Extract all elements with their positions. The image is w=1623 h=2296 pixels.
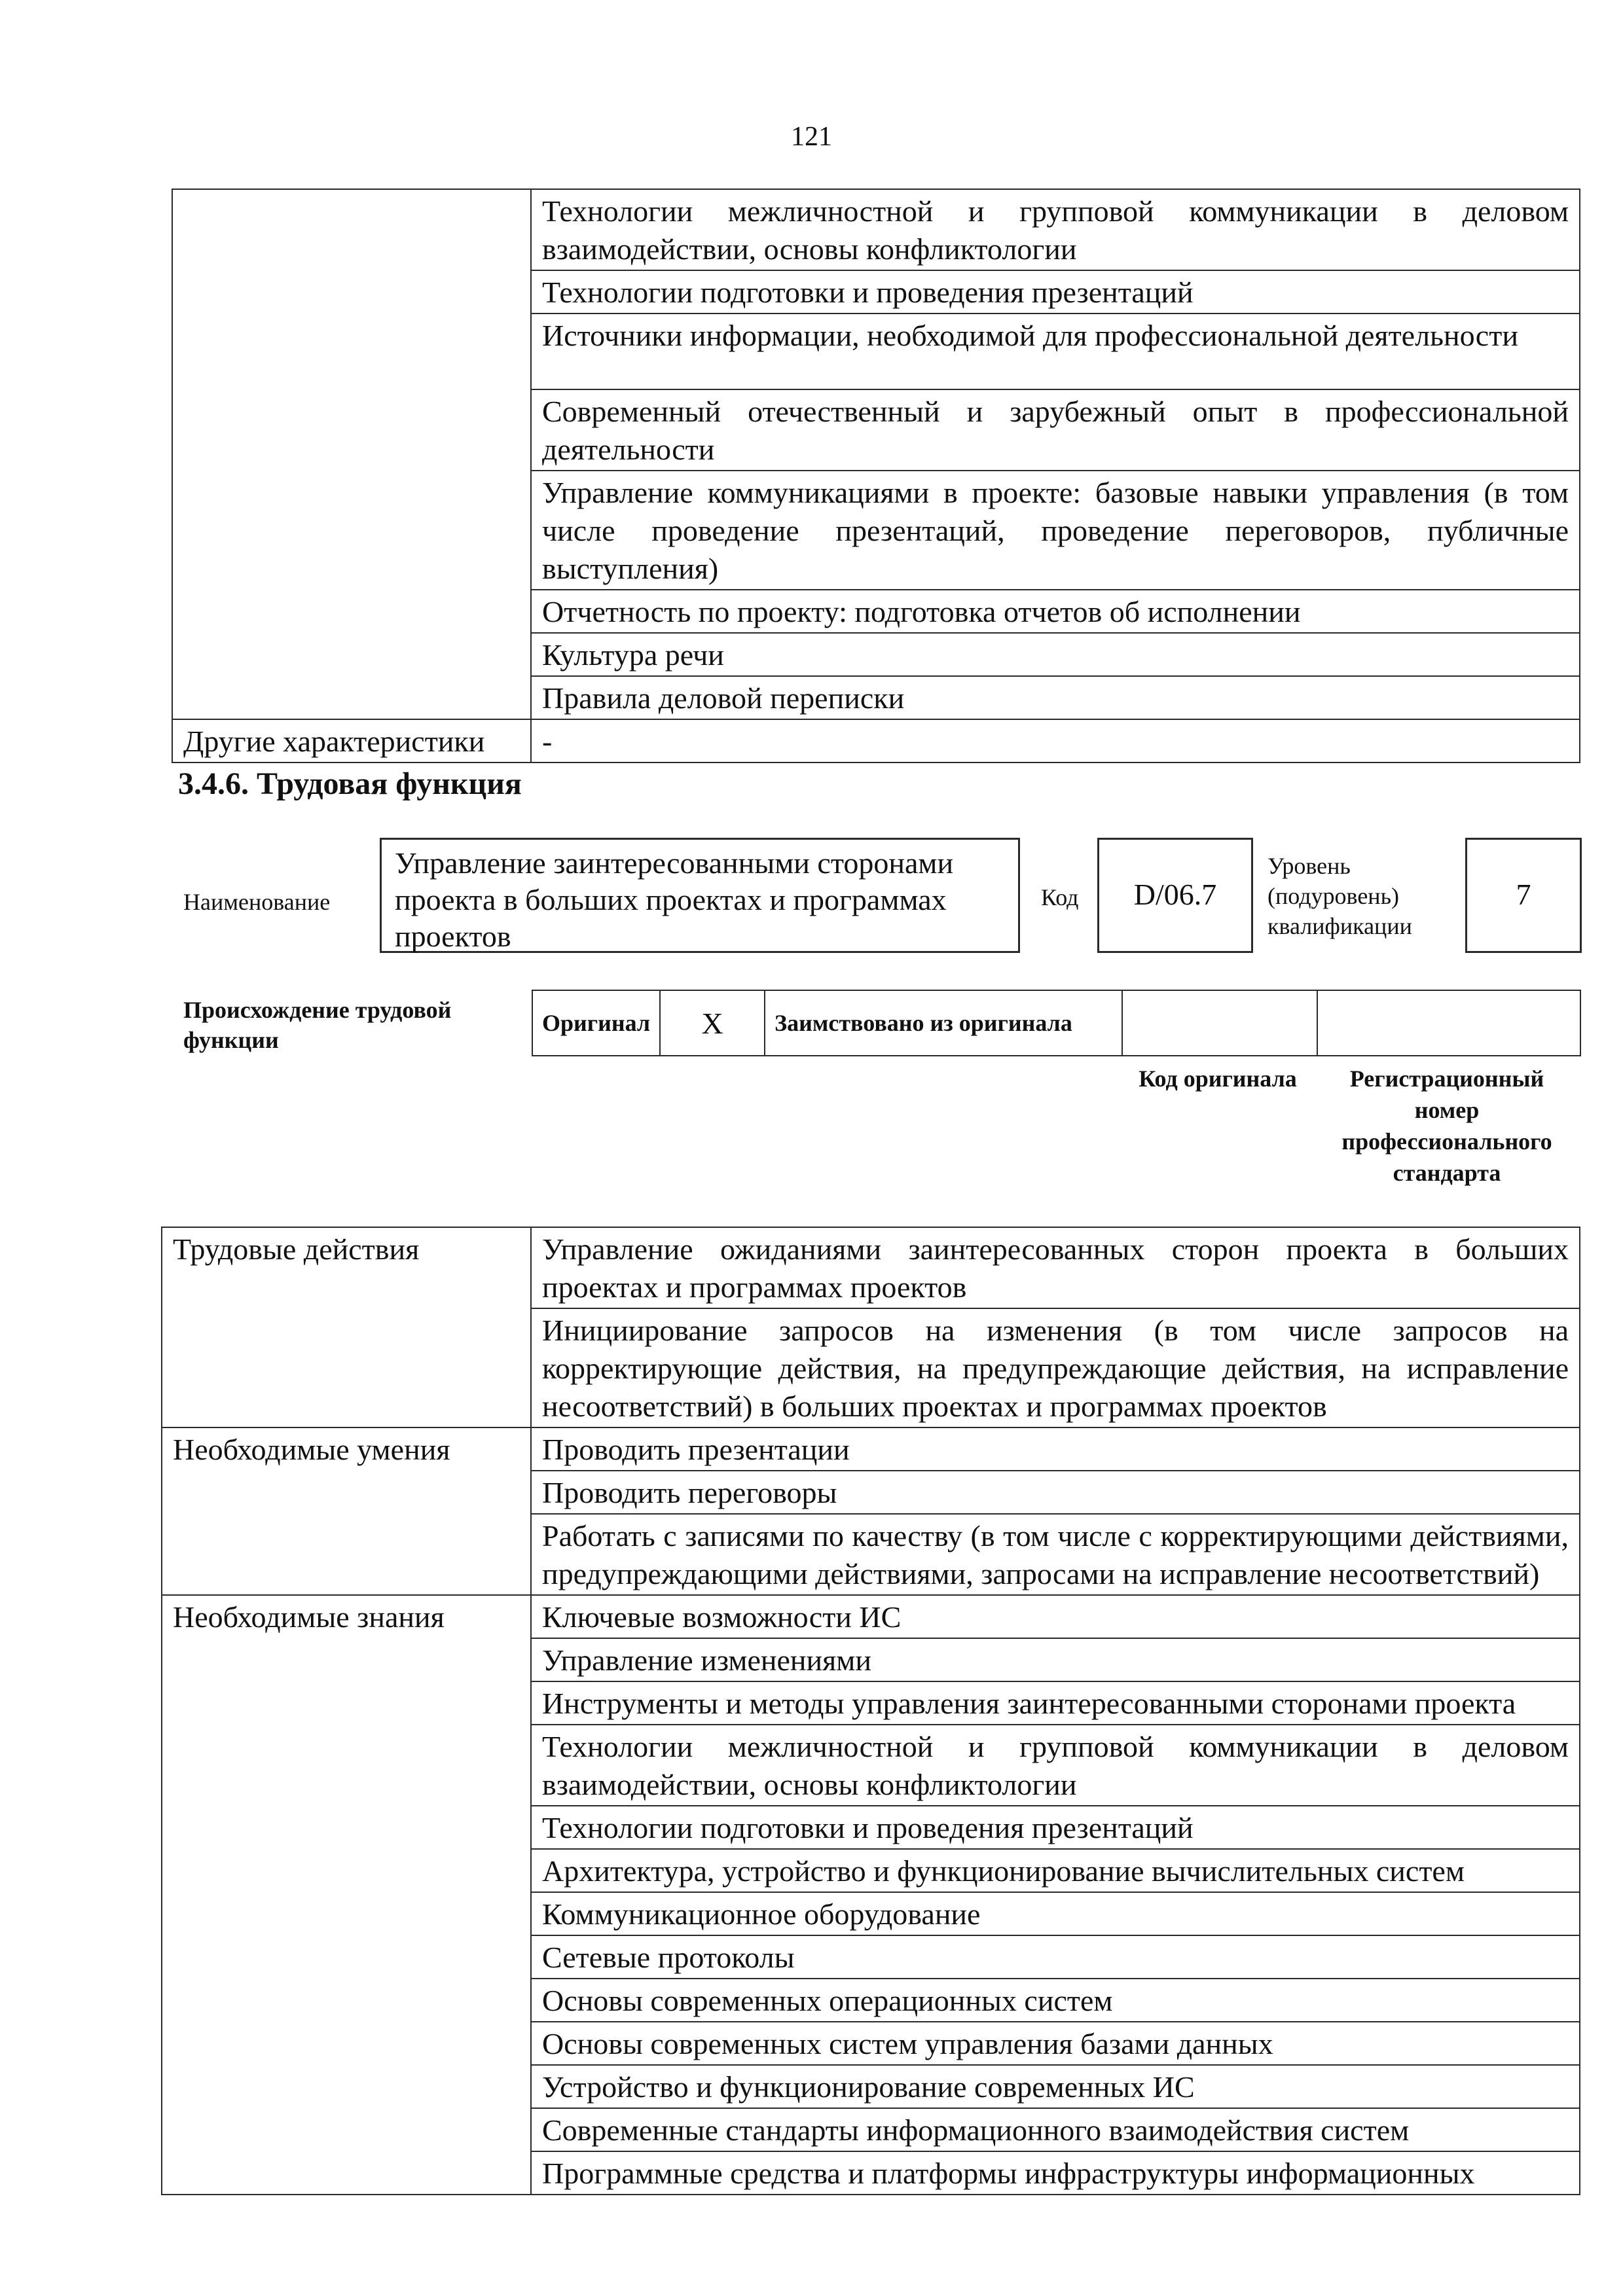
table-cell: Технологии межличностной и групповой коммуникации в деловом взаимодействии, основы конфликтологии [531,1725,1580,1806]
table-row [162,1595,1580,1638]
table-row [172,189,1580,270]
table-cell: Программные средства и платформы инфраструктуры информационных [531,2151,1580,2195]
name-label: Наименование [183,889,331,915]
table-cell: Управление коммуникациями в проекте: базовые навыки управления (в том числе проведение презентаций, проведение переговоров, публичные выступления) [531,471,1580,590]
code-value: D/06.7 [1097,838,1253,953]
section-heading: 3.4.6. Трудовая функция [178,766,522,801]
required-skills-label: Необходимые умения [162,1427,531,1595]
borrowed-label: Заимствовано из оригинала [765,990,1122,1056]
original-code-cell [1122,990,1317,1056]
table-cell: Основы современных систем управления базами данных [531,2022,1580,2065]
origin-label: Происхождение трудовой функции [183,997,452,1053]
table-cell: Архитектура, устройство и функционирование вычислительных систем [531,1849,1580,1892]
table-cell: Управление ожиданиями заинтересованных сторон проекта в больших проектах и программах проектов [531,1227,1580,1308]
caption-original-code: Код оригинала [1139,1066,1297,1092]
labor-function-table [161,1227,1580,2195]
original-mark: X [660,990,765,1056]
table-row [162,1427,1580,1471]
empty-label-cell [172,189,531,719]
table-cell: Ключевые возможности ИС [531,1595,1580,1638]
table-row [162,1227,1580,1308]
other-characteristics-value: - [531,719,1580,762]
origin-table [532,990,1581,1056]
labor-actions-label: Трудовые действия [162,1227,531,1427]
code-label: Код [1041,884,1079,910]
other-characteristics-label: Другие характеристики [172,719,531,762]
table-cell: Технологии межличностной и групповой коммуникации в деловом взаимодействии, основы конфликтологии [531,189,1580,270]
level-label: Уровень (подуровень) квалификации [1267,853,1412,939]
table-cell: Инициирование запросов на изменения (в том числе запросов на корректирующие действия, на предупреждающие действия, на исправление несоответствий) в больших проектах и программах проектов [531,1308,1580,1427]
original-label: Оригинал [532,990,660,1056]
table-cell: Источники информации, необходимой для профессиональной деятельности [531,314,1580,389]
table-cell: Управление изменениями [531,1638,1580,1681]
top-table [172,188,1580,763]
required-knowledge-label: Необходимые знания [162,1595,531,2195]
registration-number-cell [1317,990,1580,1056]
table-cell: Культура речи [531,633,1580,676]
caption-registration-number: Регистрационный номер профессионального стандарта [1341,1066,1552,1186]
table-cell: Работать с записями по качеству (в том числе с корректирующими действиями, предупреждающими действиями, запросами на исправление несоответствий) [531,1514,1580,1595]
table-cell: Технологии подготовки и проведения презентаций [531,1806,1580,1849]
name-value: Управление заинтересованными сторонами проекта в больших проектах и программах проектов [380,838,1020,953]
page-number: 121 [791,122,832,152]
table-cell: Сетевые протоколы [531,1935,1580,1979]
table-row [172,719,1580,762]
level-value: 7 [1465,838,1582,953]
table-cell: Коммуникационное оборудование [531,1892,1580,1935]
table-cell: Проводить презентации [531,1427,1580,1471]
table-cell: Проводить переговоры [531,1471,1580,1514]
table-cell: Современные стандарты информационного взаимодействия систем [531,2108,1580,2151]
table-cell: Современный отечественный и зарубежный опыт в профессиональной деятельности [531,389,1580,471]
table-cell: Основы современных операционных систем [531,1979,1580,2022]
table-cell: Отчетность по проекту: подготовка отчетов об исполнении [531,590,1580,633]
table-cell: Правила деловой переписки [531,676,1580,719]
table-cell: Устройство и функционирование современных ИС [531,2065,1580,2108]
table-cell: Инструменты и методы управления заинтересованными сторонами проекта [531,1681,1580,1725]
table-cell: Технологии подготовки и проведения презентаций [531,270,1580,314]
table-row [532,990,1580,1056]
